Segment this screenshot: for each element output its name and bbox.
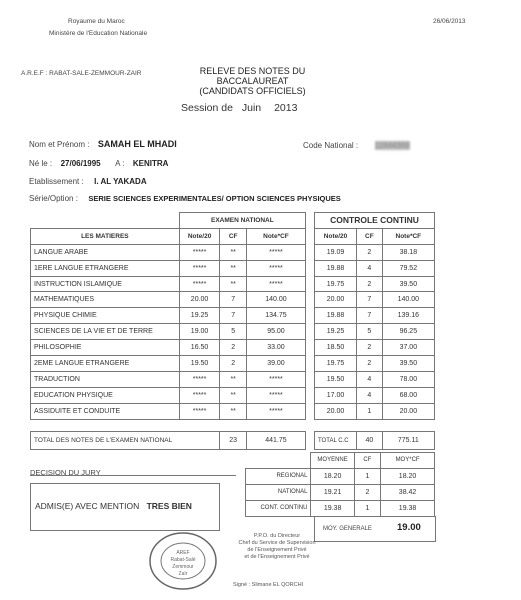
cc-notecf-cell: 139.16 [382, 308, 434, 324]
cc-cf-cell: 7 [357, 292, 383, 308]
empty-corner [31, 213, 180, 229]
subject-name: PHYSIQUE CHIMIE [31, 308, 180, 324]
cc-note-cell: 19.50 [315, 371, 357, 387]
cc-note-cell: 19.88 [315, 308, 357, 324]
cc-cf-cell: 4 [357, 260, 383, 276]
cc-note-cell: 19.88 [315, 260, 357, 276]
en-cf-cell: ** [220, 276, 246, 292]
summary-table [245, 452, 435, 517]
cc-notecf-cell: 140.00 [382, 292, 434, 308]
cc-cf-cell: 2 [357, 340, 383, 356]
total-cc-label: TOTAL C.C [315, 432, 357, 450]
table-row [31, 260, 306, 276]
summary-moycf-cell: 18.20 [381, 468, 435, 484]
table-row [31, 356, 306, 372]
serie-value: SERIE SCIENCES EXPERIMENTALES/ OPTION SCIENCES PHYSIQUES [88, 194, 341, 203]
en-notecf-cell: ***** [246, 276, 305, 292]
decision-label: DECISION DU JURY [30, 468, 101, 477]
name-row [29, 134, 177, 152]
session-year: 2013 [274, 102, 298, 114]
decision-divider [30, 475, 236, 476]
cc-notecf-cell: 20.00 [382, 403, 434, 419]
summary-cf-cell: 2 [354, 484, 380, 500]
subjects-header: LES MATIERES [31, 228, 180, 244]
cc-notecf-cell: 96.25 [382, 324, 434, 340]
cc-table-row [315, 276, 435, 292]
cc-cf-cell: 4 [357, 387, 383, 403]
table-row [31, 403, 306, 419]
total-national-table [30, 431, 306, 450]
cc-table-row [315, 356, 435, 372]
birth-date: 27/06/1995 [60, 159, 101, 168]
cc-note-cell: 20.00 [315, 292, 357, 308]
subject-name: PHILOSOPHIE [31, 340, 180, 356]
summary-row [246, 484, 435, 500]
decision-text [35, 501, 192, 511]
session-month: Juin [241, 102, 262, 114]
cc-cf-cell: 2 [357, 356, 383, 372]
code-label: Code National : [303, 141, 359, 150]
total-national-cf: 23 [220, 432, 246, 450]
summary-row-label: NATIONAL [246, 484, 311, 500]
official-stamp [148, 530, 218, 592]
moycf-header: MOY*CF [381, 453, 435, 469]
document-date: 26/06/2013 [433, 18, 466, 25]
en-note-cell: 16.50 [179, 340, 220, 356]
cc-cf-cell: 1 [357, 403, 383, 419]
admis-text: ADMIS(E) AVEC MENTION [35, 501, 140, 511]
en-note-cell: ***** [179, 371, 220, 387]
cc-notecf-cell: 39.50 [382, 356, 434, 372]
signature-line-3: de l'Enseignement Privé [247, 547, 307, 553]
en-cf-cell: ** [220, 371, 246, 387]
en-note-cell: 20.00 [179, 292, 220, 308]
title-line-2: BACCALAUREAT [216, 76, 289, 86]
birth-label: Né le : [29, 159, 53, 168]
cc-note-cell: 20.00 [315, 403, 357, 419]
ministry-text: Ministère de l'Education Nationale [49, 30, 148, 37]
moyenne-generale-box [314, 516, 436, 542]
school-name: I. AL YAKADA [94, 177, 147, 186]
en-cf-cell: 7 [220, 292, 246, 308]
summary-moyenne-cell: 18.20 [311, 468, 354, 484]
summary-row [246, 500, 435, 516]
en-note-cell: 19.50 [179, 356, 220, 372]
birthplace: KENITRA [132, 159, 169, 168]
signature-line-1: P.P.O. du Directeur [253, 533, 301, 539]
total-cc-cf: 40 [357, 432, 383, 450]
code-row [303, 135, 410, 153]
session-label: Session de [181, 102, 233, 114]
cc-table-row [315, 403, 435, 419]
cc-cf-cell: 2 [357, 244, 383, 260]
table-row [31, 371, 306, 387]
en-cf-cell: ** [220, 403, 246, 419]
signature-block [232, 533, 322, 561]
en-notecf-cell: ***** [246, 387, 305, 403]
moyenne-generale-value: 19.00 [397, 522, 421, 533]
moyenne-header: MOYENNE [311, 453, 354, 469]
en-note-cell: 19.25 [179, 308, 220, 324]
en-cf-cell: 2 [220, 340, 246, 356]
table-row [31, 324, 306, 340]
cc-note-cell: 19.09 [315, 244, 357, 260]
en-notecf-cell: ***** [246, 260, 305, 276]
cc-note-cell: 19.75 [315, 356, 357, 372]
en-note-header: Note/20 [179, 228, 220, 244]
en-notecf-cell: 95.00 [246, 324, 305, 340]
svg-text:Rabat-Salé: Rabat-Salé [170, 557, 196, 563]
en-notecf-cell: 134.75 [246, 308, 305, 324]
total-national-label: TOTAL DES NOTES DE L'EXAMEN NATIONAL [31, 432, 220, 450]
cc-cf-cell: 4 [357, 371, 383, 387]
exam-national-table [30, 212, 306, 420]
signature-line-4: et de l'Enseignement Privé [244, 554, 310, 560]
svg-text:Zaïr: Zaïr [178, 571, 188, 577]
document-title [190, 66, 315, 96]
mention-text: TRES BIEN [146, 501, 192, 511]
summary-moycf-cell: 19.38 [381, 500, 435, 516]
cc-notecf-header: Note*CF [382, 228, 434, 244]
subject-name: ASSIDUITE ET CONDUITE [31, 403, 180, 419]
cc-table-row [315, 371, 435, 387]
cc-table-row [315, 308, 435, 324]
en-notecf-cell: ***** [246, 371, 305, 387]
total-cc-table [314, 431, 435, 450]
cc-table-row [315, 340, 435, 356]
summary-moycf-cell: 38.42 [381, 484, 435, 500]
cc-note-header: Note/20 [315, 228, 357, 244]
cc-note-cell: 19.25 [315, 324, 357, 340]
session-line [181, 102, 297, 114]
aref-text: A.R.E.F : RABAT-SALE-ZEMMOUR-ZAIR [21, 70, 142, 77]
en-notecf-cell: 39.00 [246, 356, 305, 372]
summary-row-label: REGIONAL [246, 468, 311, 484]
en-notecf-cell: ***** [246, 244, 305, 260]
cc-note-cell: 17.00 [315, 387, 357, 403]
en-notecf-cell: ***** [246, 403, 305, 419]
cc-notecf-cell: 78.00 [382, 371, 434, 387]
moyenne-generale-label: MOY. GENERALE [323, 526, 372, 532]
cc-cf-cell: 5 [357, 324, 383, 340]
svg-text:AREF: AREF [176, 550, 190, 556]
cc-table-row [315, 244, 435, 260]
subject-name: LANGUE ARABE [31, 244, 180, 260]
cc-table-row [315, 387, 435, 403]
kingdom-text: Royaume du Maroc [68, 18, 125, 25]
cc-notecf-cell: 38.18 [382, 244, 434, 260]
national-code: 11944369 [374, 141, 410, 150]
en-note-cell: ***** [179, 387, 220, 403]
table-row [31, 292, 306, 308]
controle-continu-table [314, 212, 435, 420]
cc-notecf-cell: 37.00 [382, 340, 434, 356]
cc-table-row [315, 260, 435, 276]
en-cf-cell: ** [220, 387, 246, 403]
subject-name: EDUCATION PHYSIQUE [31, 387, 180, 403]
cc-notecf-cell: 39.50 [382, 276, 434, 292]
summary-moyenne-cell: 19.38 [311, 500, 354, 516]
en-note-cell: ***** [179, 403, 220, 419]
school-label: Etablissement : [29, 177, 84, 186]
summary-cf-cell: 1 [354, 500, 380, 516]
cc-note-cell: 18.50 [315, 340, 357, 356]
birth-row [29, 153, 168, 171]
title-line-3: (CANDIDATS OFFICIELS) [199, 86, 306, 96]
title-line-1: RELEVE DES NOTES DU [199, 66, 306, 76]
subject-name: SCIENCES DE LA VIE ET DE TERRE [31, 324, 180, 340]
subject-name: 1ERE LANGUE ETRANGERE [31, 260, 180, 276]
name-label: Nom et Prénom : [29, 140, 90, 149]
school-row [29, 171, 147, 189]
decision-box [30, 483, 220, 531]
subject-name: MATHEMATIQUES [31, 292, 180, 308]
candidate-name: SAMAH EL MHADI [97, 139, 177, 149]
cc-table-row [315, 292, 435, 308]
summary-corner [246, 453, 311, 469]
subject-name: TRADUCTION [31, 371, 180, 387]
en-note-cell: ***** [179, 260, 220, 276]
total-cc-value: 775.11 [382, 432, 434, 450]
subject-name: INSTRUCTION ISLAMIQUE [31, 276, 180, 292]
cc-cf-header: CF [357, 228, 383, 244]
cc-cf-cell: 2 [357, 276, 383, 292]
summary-cf-cell: 1 [354, 468, 380, 484]
cc-note-cell: 19.75 [315, 276, 357, 292]
en-notecf-cell: 33.00 [246, 340, 305, 356]
table-row [31, 387, 306, 403]
summary-row [246, 468, 435, 484]
serie-row [29, 188, 341, 206]
cc-notecf-cell: 79.52 [382, 260, 434, 276]
en-cf-cell: ** [220, 244, 246, 260]
summary-row-label: CONT. CONTINU [246, 500, 311, 516]
en-notecf-header: Note*CF [246, 228, 305, 244]
cc-cf-cell: 7 [357, 308, 383, 324]
summary-moyenne-cell: 19.21 [311, 484, 354, 500]
en-notecf-cell: 140.00 [246, 292, 305, 308]
en-note-cell: ***** [179, 276, 220, 292]
en-note-cell: 19.00 [179, 324, 220, 340]
svg-text:Zemmour: Zemmour [172, 564, 194, 570]
signature-line-2: Chef du Service de Supervision [238, 540, 316, 546]
total-national-value: 441.75 [246, 432, 305, 450]
table-row [31, 340, 306, 356]
birthplace-label: A : [115, 159, 125, 168]
en-note-cell: ***** [179, 244, 220, 260]
exam-national-header: EXAMEN NATIONAL [179, 213, 305, 229]
table-row [31, 308, 306, 324]
subject-name: 2EME LANGUE ETRANGERE [31, 356, 180, 372]
table-row [31, 244, 306, 260]
en-cf-header: CF [220, 228, 246, 244]
signed-by: Signé : Slimane EL QORCHI [233, 582, 304, 588]
en-cf-cell: 2 [220, 356, 246, 372]
controle-continu-header: CONTROLE CONTINU [315, 213, 435, 229]
serie-label: Série/Option : [29, 194, 78, 203]
cc-table-row [315, 324, 435, 340]
summary-cf-header: CF [354, 453, 380, 469]
en-cf-cell: 5 [220, 324, 246, 340]
en-cf-cell: 7 [220, 308, 246, 324]
en-cf-cell: ** [220, 260, 246, 276]
table-row [31, 276, 306, 292]
cc-notecf-cell: 68.00 [382, 387, 434, 403]
